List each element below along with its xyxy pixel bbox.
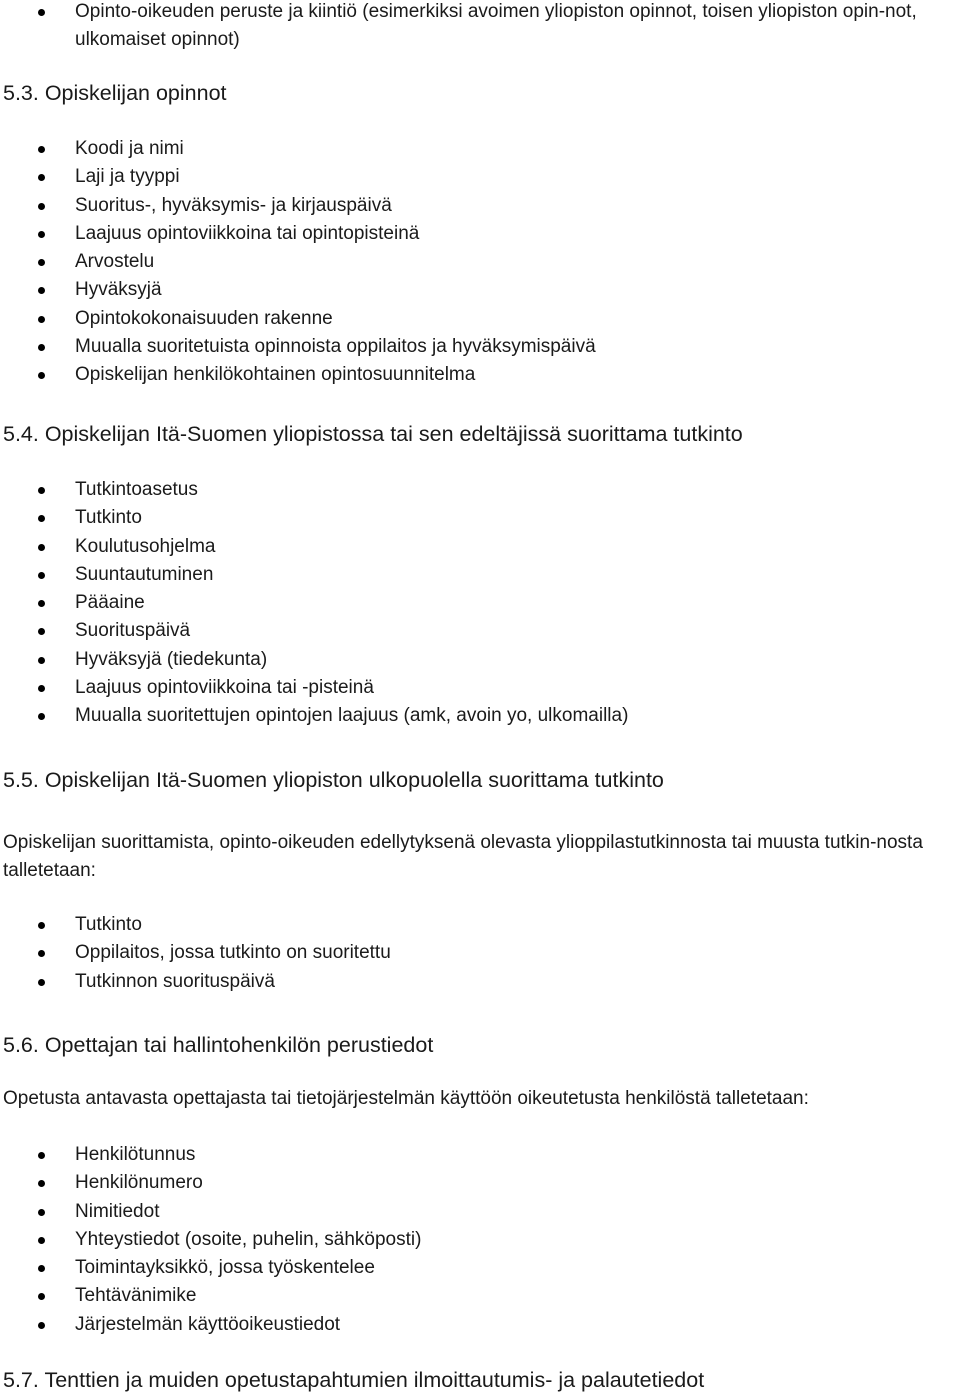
section-heading-5-3: 5.3. Opiskelijan opinnot bbox=[3, 81, 227, 105]
list-item-text: Henkilötunnus bbox=[75, 1144, 196, 1165]
bullet-icon bbox=[38, 259, 45, 266]
list-item-text: Tutkinnon suorituspäivä bbox=[75, 970, 275, 992]
list-item-text: Opintokokonaisuuden rakenne bbox=[75, 307, 333, 329]
bullet-icon bbox=[38, 713, 45, 720]
list-item bbox=[0, 911, 960, 939]
list-item-text: Laajuus opintoviikkoina tai opintopisteinä bbox=[75, 222, 420, 244]
list-item-text: Pääaine bbox=[75, 592, 145, 614]
list-item-text: Yhteystiedot (osoite, puhelin, sähköposti) bbox=[75, 1228, 422, 1250]
bullet-icon bbox=[38, 1209, 45, 1216]
list-5-3 bbox=[0, 135, 960, 390]
list-item bbox=[0, 1198, 960, 1226]
bullet-icon bbox=[38, 372, 45, 379]
bullet-icon bbox=[38, 287, 45, 294]
list-item bbox=[0, 192, 960, 220]
section-heading-5-6: 5.6. Opettajan tai hallintohenkilön perustiedot bbox=[3, 1033, 434, 1057]
bullet-icon bbox=[38, 1293, 45, 1300]
list-item bbox=[0, 646, 960, 674]
list-item-text: Laji ja tyyppi bbox=[75, 166, 180, 188]
list-item bbox=[0, 1311, 960, 1339]
bullet-icon bbox=[38, 628, 45, 635]
list-item-text: Oppilaitos, jossa tutkinto on suoritettu bbox=[75, 942, 391, 964]
list-item bbox=[0, 163, 960, 191]
bullet-icon bbox=[38, 344, 45, 351]
bullet-icon bbox=[38, 922, 45, 929]
list-item bbox=[0, 1226, 960, 1254]
list-item-text: Arvostelu bbox=[75, 251, 155, 273]
list-item bbox=[0, 939, 960, 967]
list-5-6 bbox=[0, 1141, 960, 1339]
list-item-text: Järjestelmän käyttöoikeustiedot bbox=[75, 1313, 341, 1335]
bullet-icon bbox=[38, 174, 45, 181]
list-item bbox=[0, 1141, 960, 1169]
bullet-icon bbox=[38, 657, 45, 664]
bullet-icon bbox=[38, 1265, 45, 1272]
list-item bbox=[0, 702, 960, 730]
bullet-icon bbox=[38, 979, 45, 986]
list-item bbox=[0, 504, 960, 532]
list-item-text: Koodi ja nimi bbox=[75, 138, 184, 159]
bullet-icon bbox=[38, 203, 45, 210]
bullet-icon bbox=[38, 950, 45, 957]
bullet-icon bbox=[38, 600, 45, 607]
list-item bbox=[0, 533, 960, 561]
list-item bbox=[0, 361, 960, 389]
list-item-text: Tutkinto bbox=[75, 914, 142, 935]
bullet-icon bbox=[38, 1152, 45, 1159]
section-heading-5-4: 5.4. Opiskelijan Itä-Suomen yliopistossa tai sen edeltäjissä suorittama tutkinto bbox=[3, 422, 743, 446]
section-paragraph-5-6: Opetusta antavasta opettajasta tai tietojärjestelmän käyttöön oikeutetusta henkilöstä talletetaan: bbox=[3, 1088, 809, 1109]
list-item-text: Hyväksyjä bbox=[75, 279, 162, 301]
list-opinto-oikeus bbox=[0, 0, 960, 54]
bullet-icon bbox=[38, 316, 45, 323]
bullet-icon bbox=[38, 9, 45, 16]
list-item-text: Suoritus-, hyväksymis- ja kirjauspäivä bbox=[75, 194, 392, 216]
bullet-icon bbox=[38, 1237, 45, 1244]
list-item-text: Muualla suoritetuista opinnoista oppilaitos ja hyväksymispäivä bbox=[75, 336, 596, 358]
list-item bbox=[0, 305, 960, 333]
section-heading-5-5: 5.5. Opiskelijan Itä-Suomen yliopiston ulkopuolella suorittama tutkinto bbox=[3, 768, 664, 792]
list-item bbox=[0, 674, 960, 702]
list-item-text: Tutkintoasetus bbox=[75, 479, 198, 500]
list-item bbox=[0, 220, 960, 248]
bullet-icon bbox=[38, 572, 45, 579]
list-item bbox=[0, 333, 960, 361]
list-item-text: Henkilönumero bbox=[75, 1172, 203, 1194]
list-item bbox=[0, 968, 960, 996]
section-heading-5-7: 5.7. Tenttien ja muiden opetustapahtumien ilmoittautumis- ja palautetiedot bbox=[3, 1368, 705, 1392]
list-item-text: Suorituspäivä bbox=[75, 620, 191, 642]
list-item-text: Opiskelijan henkilökohtainen opintosuunnitelma bbox=[75, 364, 476, 386]
bullet-icon bbox=[38, 515, 45, 522]
list-item-text: Laajuus opintoviikkoina tai -pisteinä bbox=[75, 677, 374, 699]
list-item-text: Muualla suoritettujen opintojen laajuus (amk, avoin yo, ulkomailla) bbox=[75, 705, 629, 727]
list-item bbox=[0, 135, 960, 163]
list-item bbox=[0, 476, 960, 504]
bullet-icon bbox=[38, 231, 45, 238]
list-item-text: Tehtävänimike bbox=[75, 1285, 197, 1307]
bullet-icon bbox=[38, 146, 45, 153]
list-item bbox=[0, 1169, 960, 1197]
list-5-5 bbox=[0, 911, 960, 996]
list-item-text: Toimintayksikkö, jossa työskentelee bbox=[75, 1257, 375, 1279]
list-item-text: Tutkinto bbox=[75, 507, 142, 529]
section-paragraph-5-5: Opiskelijan suorittamista, opinto-oikeuden edellytyksenä olevasta ylioppilastutkinnosta tai muusta tutkin-nosta talletetaan: bbox=[3, 832, 923, 881]
list-item bbox=[0, 1282, 960, 1310]
bullet-icon bbox=[38, 544, 45, 551]
bullet-icon bbox=[38, 685, 45, 692]
list-item-text: Koulutusohjelma bbox=[75, 535, 216, 557]
list-item bbox=[0, 617, 960, 645]
list-item bbox=[0, 1254, 960, 1282]
bullet-icon bbox=[38, 487, 45, 494]
bullet-icon bbox=[38, 1180, 45, 1187]
list-item bbox=[0, 276, 960, 304]
list-item bbox=[0, 561, 960, 589]
list-item-text: Hyväksyjä (tiedekunta) bbox=[75, 648, 268, 670]
list-item bbox=[0, 589, 960, 617]
list-item-text: Opinto-oikeuden peruste ja kiintiö (esimerkiksi avoimen yliopiston opinnot, toisen yliopiston opin-not, ulkomaiset opinnot) bbox=[75, 1, 917, 50]
list-item-text: Suuntautuminen bbox=[75, 563, 214, 585]
list-5-4 bbox=[0, 476, 960, 731]
bullet-icon bbox=[38, 1322, 45, 1329]
list-item-text: Nimitiedot bbox=[75, 1200, 160, 1222]
list-item bbox=[0, 248, 960, 276]
list-item bbox=[0, 0, 960, 54]
